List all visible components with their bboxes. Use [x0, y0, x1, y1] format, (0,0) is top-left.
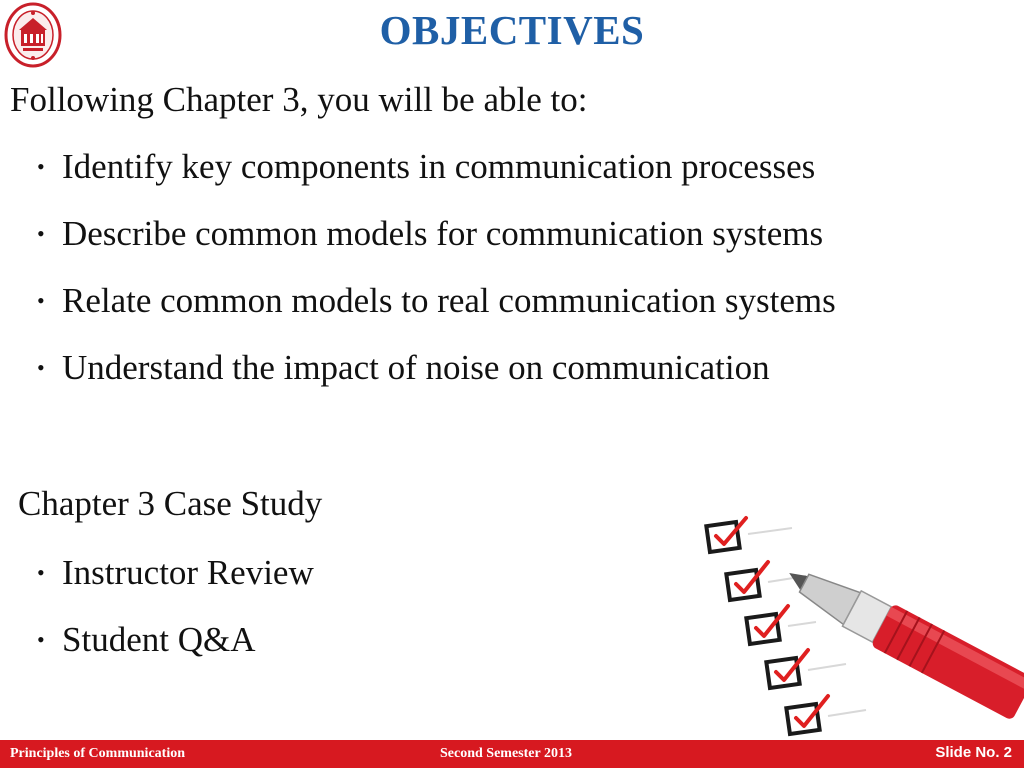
- list-item: [0, 551, 314, 618]
- objective-text: Describe common models for communication systems: [62, 214, 824, 253]
- footer-course: Principles of Communication: [10, 746, 185, 761]
- objective-text: Identify key components in communication processes: [62, 147, 816, 186]
- slide-title: OBJECTIVES: [379, 7, 645, 53]
- objective-text: Understand the impact of noise on communication: [62, 348, 770, 387]
- list-item: [0, 279, 836, 346]
- bullet-icon: •: [37, 288, 45, 313]
- case-study-list: [0, 551, 314, 685]
- case-study-item: Student Q&A: [62, 620, 256, 659]
- bullet-icon: •: [37, 154, 45, 179]
- bullet-icon: •: [37, 627, 45, 652]
- bullet-icon: •: [37, 221, 45, 246]
- case-study-item: Instructor Review: [62, 553, 314, 592]
- objective-text: Relate common models to real communication systems: [62, 281, 836, 320]
- list-item: [0, 212, 836, 279]
- objectives-intro: Following Chapter 3, you will be able to:: [10, 80, 588, 119]
- objectives-list: [0, 145, 836, 413]
- list-item: [0, 618, 314, 685]
- bullet-icon: •: [37, 560, 45, 585]
- slide-number: Slide No. 2: [935, 744, 1012, 761]
- case-study-heading: Chapter 3 Case Study: [18, 484, 323, 523]
- checklist-pen-icon: [696, 512, 1024, 744]
- list-item: [0, 145, 836, 212]
- footer-bar: [0, 740, 1024, 768]
- bullet-icon: •: [37, 355, 45, 380]
- footer-semester: Second Semester 2013: [440, 746, 572, 761]
- list-item: [0, 346, 836, 413]
